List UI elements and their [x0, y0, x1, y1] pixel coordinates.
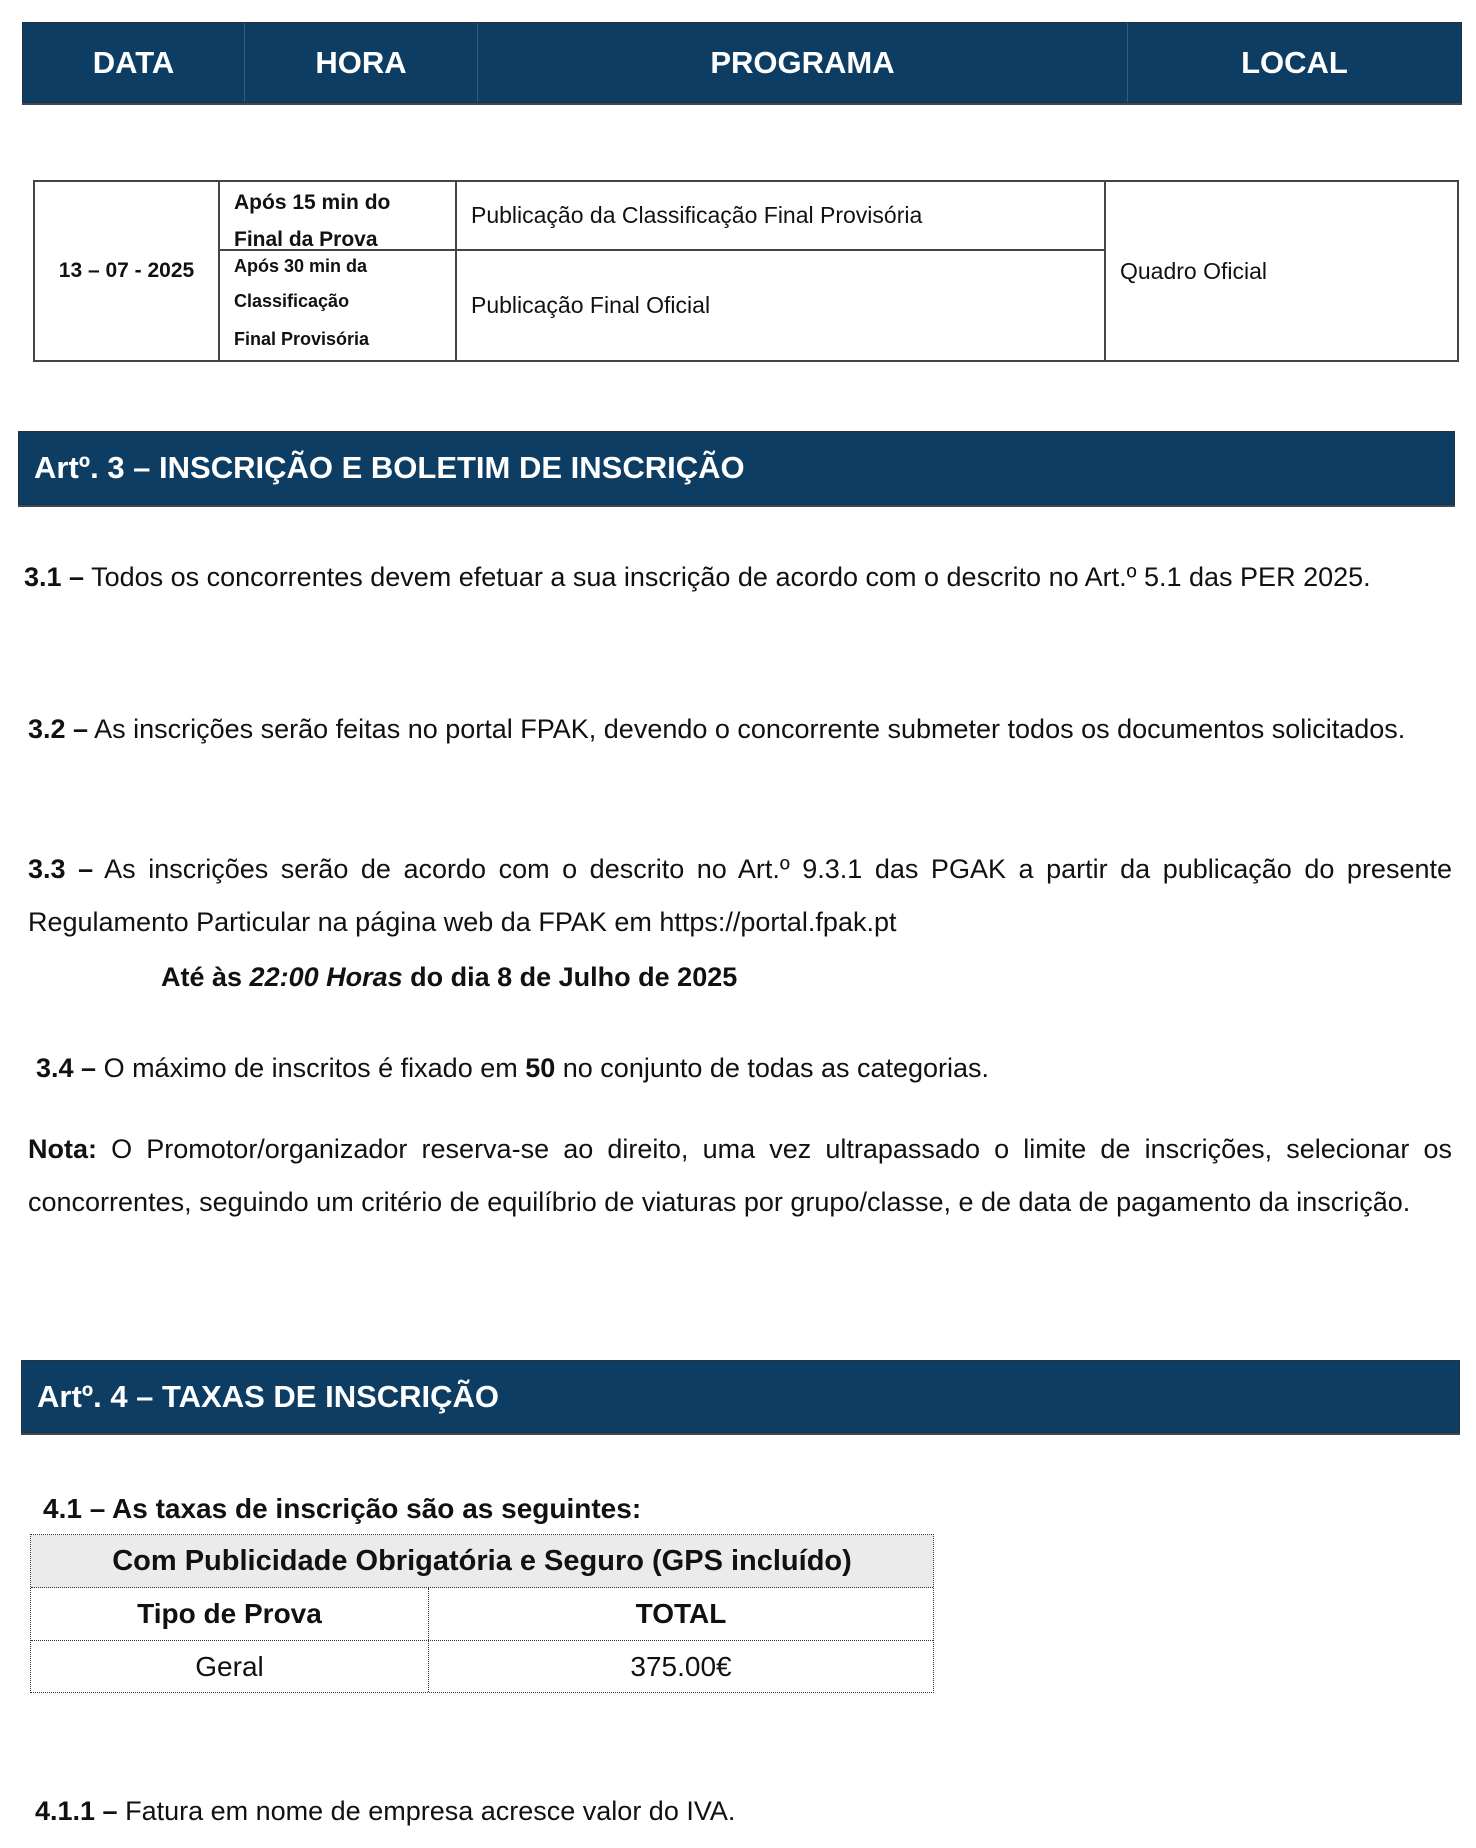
paragraph-text: no conjunto de todas as categorias.	[555, 1053, 990, 1083]
paragraph-text: As inscrições serão de acordo com o descrito no Art.º 9.3.1 das PGAK a partir da publicação do presente Regulamento Particular na página web da FPAK em https://portal.fpak.pt	[28, 854, 1452, 937]
fees-cell-tipo: Geral	[31, 1641, 429, 1692]
note-label: Nota:	[28, 1134, 97, 1164]
fees-header-tipo: Tipo de Prova	[31, 1588, 429, 1640]
hora-line: Após 30 min da	[234, 256, 368, 276]
paragraph-3-3	[28, 843, 1452, 949]
header-col-hora: HORA	[245, 23, 478, 102]
subheading-4-1: 4.1 – As taxas de inscrição são as seguintes:	[43, 1493, 642, 1524]
fees-header-row	[31, 1588, 933, 1641]
schedule-date: 13 – 07 - 2025	[35, 182, 220, 360]
header-col-local: LOCAL	[1241, 44, 1348, 80]
hora-line: Classificação	[234, 291, 350, 311]
header-col-data: DATA	[23, 23, 245, 102]
max-entries: 50	[525, 1053, 556, 1083]
paragraph-4-1-1	[35, 1785, 735, 1838]
table-row	[31, 1641, 933, 1692]
schedule-hora-1	[220, 182, 457, 251]
note-text: O Promotor/organizador reserva-se ao direito, uma vez ultrapassado o limite de inscrições, selecionar os concorrentes, seguindo um critério de equilíbrio de viaturas por grupo/classe, e de data de pagamento da inscrição.	[28, 1134, 1452, 1217]
schedule-programa-1: Publicação da Classificação Final Provisória	[457, 182, 1106, 251]
schedule-programa-2: Publicação Final Oficial	[457, 251, 1106, 360]
hora-line: Final Provisória	[234, 329, 370, 349]
hora-line: Após 15 min do	[234, 191, 391, 214]
paragraph-text: O máximo de inscritos é fixado em	[96, 1053, 526, 1083]
fees-header-total: TOTAL	[635, 1598, 727, 1629]
paragraph-3-1	[24, 551, 1452, 604]
section-heading-art4: Artº. 4 – TAXAS DE INSCRIÇÃO	[21, 1360, 1460, 1433]
note-paragraph	[28, 1123, 1452, 1229]
fees-cell-total: 375.00€	[630, 1650, 732, 1682]
paragraph-number: 3.2 –	[28, 714, 89, 744]
paragraph-text: Fatura em nome de empresa acresce valor do IVA.	[117, 1796, 736, 1826]
paragraph-number: 3.3 –	[28, 854, 94, 884]
deadline-prefix: Até às	[161, 962, 250, 992]
paragraph-text: As inscrições serão feitas no portal FPAK, devendo o concorrente submeter todos os documentos solicitados.	[88, 714, 1406, 744]
schedule-local: Quadro Oficial	[1120, 257, 1268, 284]
registration-deadline	[161, 962, 737, 993]
schedule-table	[33, 180, 1459, 362]
fees-caption: Com Publicidade Obrigatória e Seguro (GPS incluído)	[31, 1535, 933, 1588]
hora-line: Final da Prova	[234, 228, 378, 251]
deadline-time: 22:00 Horas	[249, 962, 403, 992]
schedule-hora-2	[220, 251, 457, 360]
schedule-header-bar	[22, 22, 1462, 103]
fees-table	[30, 1534, 934, 1693]
deadline-date: do dia 8 de Julho de 2025	[402, 962, 738, 992]
paragraph-number: 4.1.1 –	[35, 1796, 118, 1826]
section-heading-art3: Artº. 3 – INSCRIÇÃO E BOLETIM DE INSCRIÇÃO	[18, 431, 1455, 505]
paragraph-text: Todos os concorrentes devem efetuar a sua inscrição de acordo com o descrito no Art.º 5.1 das PER 2025.	[84, 562, 1371, 592]
header-col-programa: PROGRAMA	[478, 23, 1128, 102]
paragraph-3-4	[36, 1042, 1456, 1095]
paragraph-3-2	[28, 703, 1452, 756]
paragraph-number: 3.1 –	[24, 562, 85, 592]
paragraph-number: 3.4 –	[36, 1053, 97, 1083]
